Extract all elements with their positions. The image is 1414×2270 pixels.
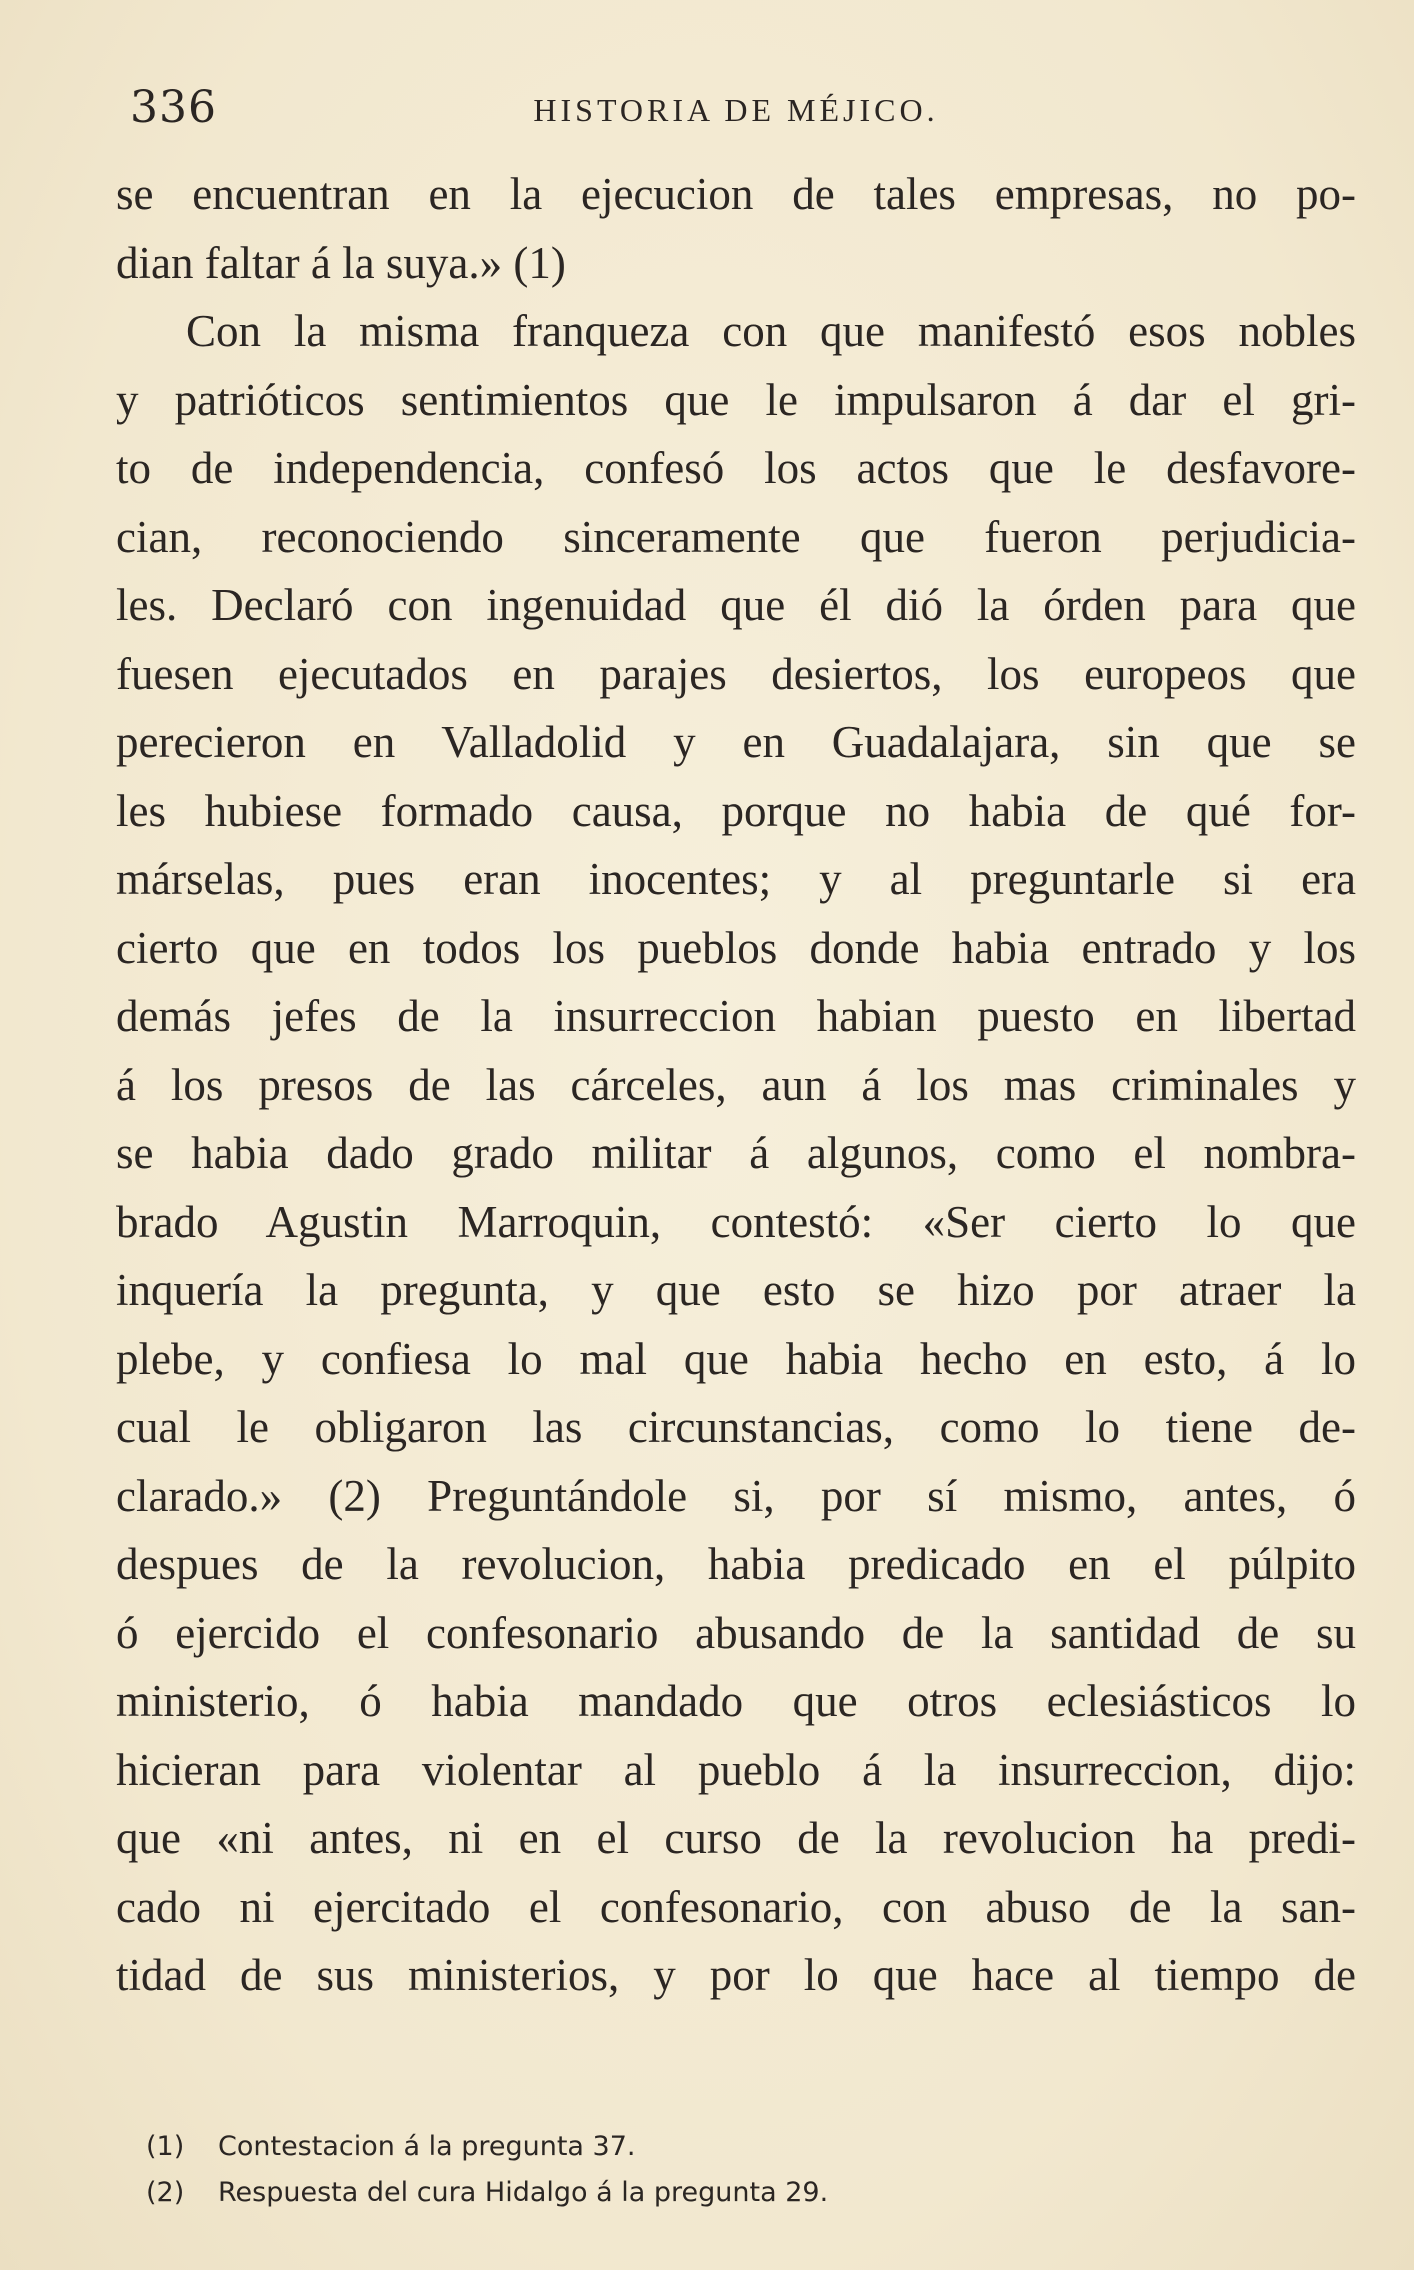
text-line: cual le obligaron las circunstancias, como lo tiene de- <box>116 1402 1356 1452</box>
text-line: ministerio, ó habia mandado que otros eclesiásticos lo <box>116 1676 1356 1726</box>
text-line: clarado.» (2) Preguntándole si, por sí mismo, antes, ó <box>116 1470 1356 1521</box>
text-line: se encuentran en la ejecucion de tales empresas, no po- <box>116 169 1356 219</box>
footnote-mark: (1) <box>146 2131 185 2162</box>
page-header <box>116 82 1356 142</box>
text-line: cian, reconociendo sinceramente que fueron perjudicia- <box>116 511 1356 562</box>
text-line: ó ejercido el confesonario abusando de la santidad de su <box>116 1607 1356 1658</box>
text-line: hicieran para violentar al pueblo á la insurreccion, dijo: <box>116 1744 1356 1795</box>
text-line: y patrióticos sentimientos que le impulsaron á dar el gri- <box>116 374 1356 425</box>
text-line: cado ni ejercitado el confesonario, con abuso de la san- <box>116 1881 1356 1932</box>
footnote-mark: (2) <box>146 2177 185 2208</box>
footnote <box>146 2170 1146 2216</box>
text-line: inquería la pregunta, y que esto se hizo por atraer la <box>116 1265 1356 1315</box>
running-title: HISTORIA DE MÉJICO. <box>533 92 939 128</box>
text-line: plebe, y confiesa lo mal que habia hecho en esto, á lo <box>116 1333 1356 1384</box>
text-line: tidad de sus ministerios, y por lo que hace al tiempo de <box>116 1950 1356 2000</box>
page-number: 336 <box>130 82 217 133</box>
footnote-text: Contestacion á la pregunta 37. <box>218 2131 636 2162</box>
body-text <box>116 160 1356 2010</box>
text-line: se habia dado grado militar á algunos, como el nombra- <box>116 1128 1356 1178</box>
text-line: dian faltar á la suya.» (1) <box>116 237 566 288</box>
text-line: á los presos de las cárceles, aun á los mas criminales y <box>116 1059 1356 1110</box>
text-line: les. Declaró con ingenuidad que él dió la órden para que <box>116 580 1356 630</box>
text-line: Con la misma franqueza con que manifestó esos nobles <box>186 306 1356 356</box>
text-line: cierto que en todos los pueblos donde habia entrado y los <box>116 922 1356 973</box>
footnotes <box>146 2124 1146 2216</box>
text-line: demás jefes de la insurreccion habian puesto en libertad <box>116 991 1356 1041</box>
text-line: brado Agustin Marroquin, contestó: «Ser cierto lo que <box>116 1196 1356 1247</box>
text-line: les hubiese formado causa, porque no habia de qué for- <box>116 785 1356 836</box>
text-line: despues de la revolucion, habia predicado en el púlpito <box>116 1539 1356 1589</box>
text-line: perecieron en Valladolid y en Guadalajara, sin que se <box>116 717 1356 767</box>
text-line: que «ni antes, ni en el curso de la revolucion ha predi- <box>116 1813 1356 1863</box>
text-line: to de independencia, confesó los actos que le desfavore- <box>116 443 1356 493</box>
text-line: márselas, pues eran inocentes; y al preguntarle si era <box>116 854 1356 904</box>
footnote <box>146 2124 1146 2170</box>
text-line: fuesen ejecutados en parajes desiertos, los europeos que <box>116 648 1356 699</box>
footnote-text: Respuesta del cura Hidalgo á la pregunta 29. <box>218 2177 829 2208</box>
